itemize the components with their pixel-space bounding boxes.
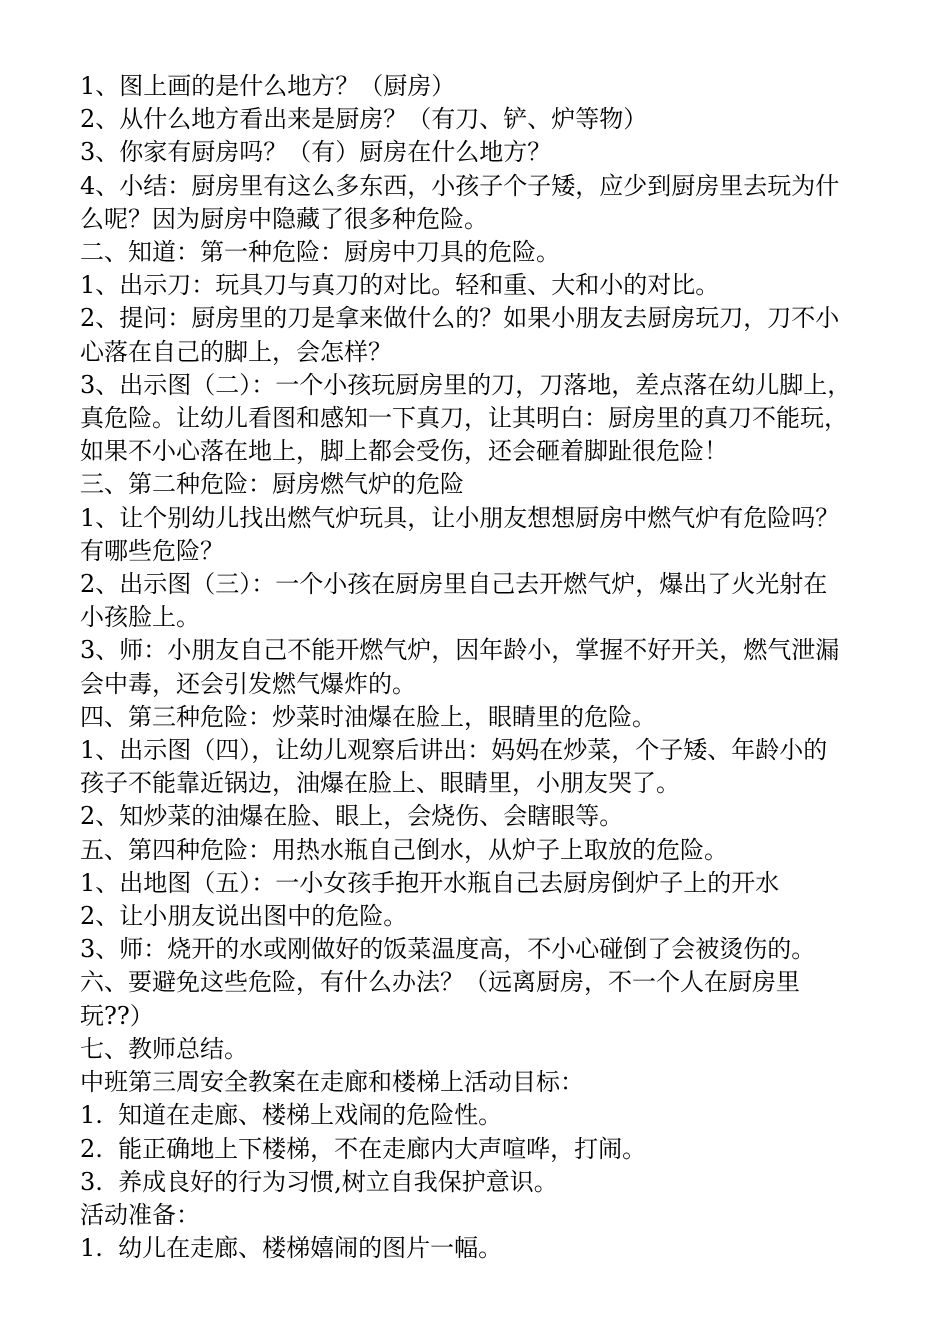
text-line: 小孩脸上。 xyxy=(80,603,200,632)
text-line: 2、从什么地方看出来是厨房？（有刀、铲、炉等物） xyxy=(80,105,648,134)
text-line: 3、师：小朋友自己不能开燃气炉，因年龄小，掌握不好开关，燃气泄漏 xyxy=(80,636,840,665)
section-heading: 三、第二种危险：厨房燃气炉的危险 xyxy=(80,470,464,499)
list-item: 1. 幼儿在走廊、楼梯嬉闹的图片一幅。 xyxy=(80,1234,503,1263)
section-heading: 二、知道：第一种危险：厨房中刀具的危险。 xyxy=(80,238,560,267)
text-line: 玩??） xyxy=(80,1001,154,1030)
text-line: 1、出地图（五）：一小女孩手抱开水瓶自己去厨房倒炉子上的开水 xyxy=(80,868,780,897)
text-line: 2、让小朋友说出图中的危险。 xyxy=(80,902,408,931)
list-item: 3. 养成良好的行为习惯,树立自我保护意识。 xyxy=(80,1167,558,1196)
text-line: 3、你家有厨房吗？（有）厨房在什么地方？ xyxy=(80,138,552,167)
text-line: 心落在自己的脚上，会怎样？ xyxy=(80,337,392,366)
list-item: 1. 知道在走廊、楼梯上戏闹的危险性。 xyxy=(80,1101,503,1130)
document-page xyxy=(80,70,880,1265)
text-line: 1、图上画的是什么地方？（厨房） xyxy=(80,72,456,100)
section-heading: 六、要避免这些危险，有什么办法？（远离厨房，不一个人在厨房里 xyxy=(80,968,800,997)
lesson-title: 中班第三周安全教案在走廊和楼梯上活动目标： xyxy=(80,1068,584,1097)
text-line: 2、提问：厨房里的刀是拿来做什么的？如果小朋友去厨房玩刀，刀不小 xyxy=(80,304,840,333)
section-heading: 七、教师总结。 xyxy=(80,1034,248,1063)
section-heading: 四、第三种危险：炒菜时油爆在脸上，眼睛里的危险。 xyxy=(80,702,656,731)
text-line: 3、出示图（二）：一个小孩玩厨房里的刀，刀落地，差点落在幼儿脚上， xyxy=(80,370,852,399)
list-item: 2. 能正确地上下楼梯，不在走廊内大声喧哗，打闹。 xyxy=(80,1134,647,1163)
text-line: 如果不小心落在地上，脚上都会受伤，还会砸着脚趾很危险！ xyxy=(80,437,728,466)
text-line: 2、出示图（三）：一个小孩在厨房里自己去开燃气炉，爆出了火光射在 xyxy=(80,570,828,599)
section-heading: 活动准备： xyxy=(80,1200,200,1229)
text-line: 1、让个别幼儿找出燃气炉玩具，让小朋友想想厨房中燃气炉有危险吗？ xyxy=(80,503,840,532)
text-line: 有哪些危险？ xyxy=(80,536,224,565)
text-line: 1、出示刀：玩具刀与真刀的对比。轻和重、大和小的对比。 xyxy=(80,271,720,300)
text-line: 会中毒，还会引发燃气爆炸的。 xyxy=(80,669,416,698)
text-line: 真危险。让幼儿看图和感知一下真刀，让其明白：厨房里的真刀不能玩， xyxy=(80,404,848,433)
text-line: 1、出示图（四），让幼儿观察后讲出：妈妈在炒菜，个子矮、年龄小的 xyxy=(80,736,828,765)
text-line: 2、知炒菜的油爆在脸、眼上，会烧伤、会瞎眼等。 xyxy=(80,802,624,831)
text-line: 3、师：烧开的水或刚做好的饭菜温度高，不小心碰倒了会被烫伤的。 xyxy=(80,935,816,964)
text-line: 4、小结：厨房里有这么多东西，小孩子个子矮，应少到厨房里去玩为什 xyxy=(80,171,840,200)
section-heading: 五、第四种危险：用热水瓶自己倒水，从炉子上取放的危险。 xyxy=(80,835,728,864)
text-line: 孩子不能靠近锅边，油爆在脸上、眼睛里，小朋友哭了。 xyxy=(80,769,680,798)
text-line: 么呢？因为厨房中隐藏了很多种危险。 xyxy=(80,204,488,233)
